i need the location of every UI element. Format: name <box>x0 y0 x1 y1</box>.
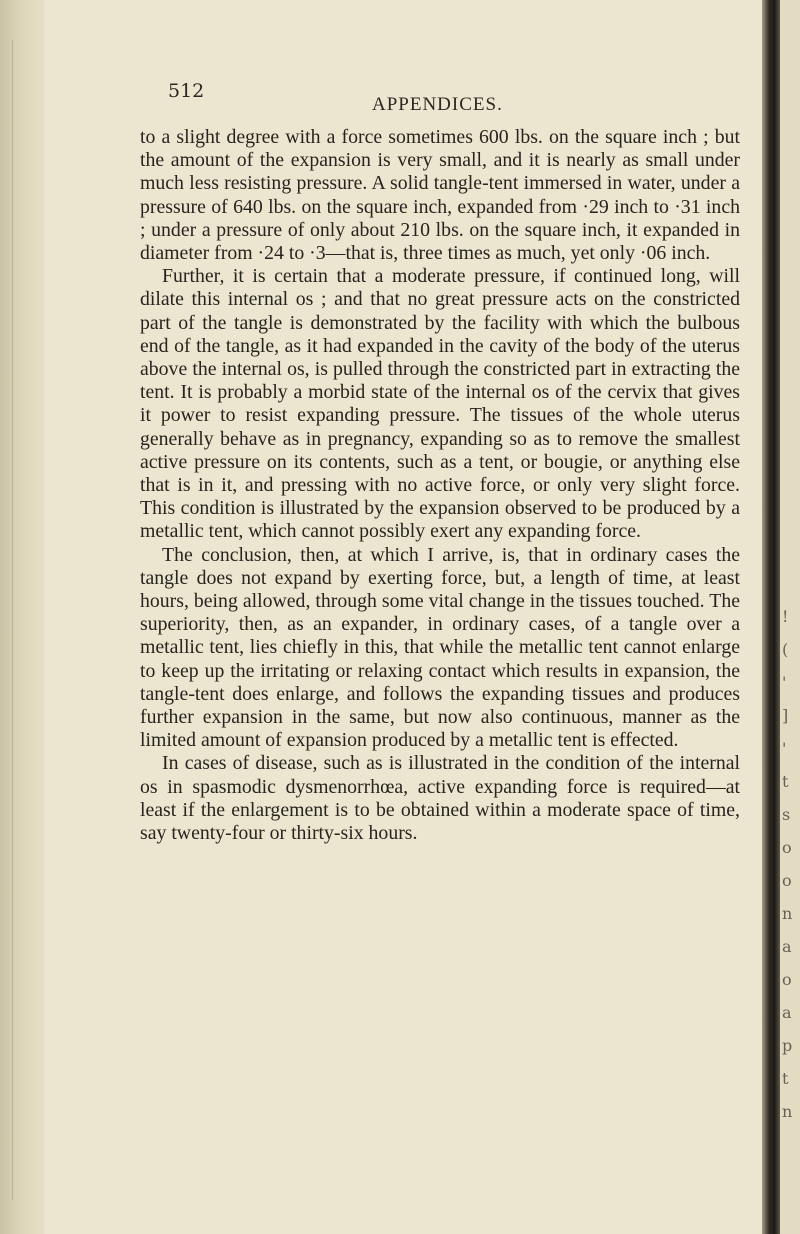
paragraph-continued: to a slight degree with a force sometimes 600 lbs. on the square inch ; but the amount of the expansion is very small, and it is nearly as small under much less resisting pressure. A solid tangle-tent immersed in water, under a pressure of 640 lbs. on the square inch, expanded from ·29 inch to ·31 inch ; under a pressure of only about 210 lbs. on the square inch, it expanded in diameter from ·24 to ·3—that is, three times as much, yet only ·06 inch. <box>140 126 740 265</box>
paragraph: In cases of disease, such as is illustrated in the condition of the internal os in spasmodic dysmenorrhœa, active expanding force is required—at least if the enlargement is to be obtained within a moderate space of time, say twenty-four or thirty-six hours. <box>140 752 740 845</box>
edge-glyph: s <box>782 805 791 824</box>
edge-glyph: t <box>782 772 789 791</box>
edge-glyph: ! <box>782 607 789 626</box>
edge-glyph: a <box>782 1003 792 1022</box>
edge-glyph: ( <box>782 640 789 659</box>
edge-glyph: n <box>782 904 793 923</box>
page-number: 512 <box>168 80 205 102</box>
binding-shadow <box>762 0 780 1234</box>
next-page-edge <box>780 0 800 1234</box>
next-page-glyphs <box>782 600 798 1128</box>
gutter-line <box>12 40 13 1200</box>
edge-glyph: a <box>782 937 792 956</box>
paragraph: Further, it is certain that a moderate pressure, if continued long, will dilate this internal os ; and that no great pressure acts on the constricted part of the tangle is demonstrated by the facility with which the bulbous end of the tangle, as it had expanded in the cavity of the body of the uterus above the internal os, is pulled through the constricted part in extracting the tent. It is probably a morbid state of the internal os of the cervix that gives it power to resist expanding pressure. The tissues of the whole uterus generally behave as in pregnancy, expanding so as to remove the smallest active pressure on its contents, such as a tent, or bougie, or anything else that is in it, and pressing with no active force, or only very slight force. This condition is illustrated by the expansion observed to be produced by a metallic tent, which cannot possibly exert any expanding force. <box>140 265 740 543</box>
left-gutter <box>0 0 44 1234</box>
page-content <box>140 80 740 845</box>
edge-glyph: n <box>782 1102 793 1121</box>
body-text <box>140 126 740 845</box>
edge-glyph: o <box>782 871 792 890</box>
edge-glyph: ' <box>782 739 787 758</box>
edge-glyph: o <box>782 970 792 989</box>
edge-glyph: t <box>782 1069 789 1088</box>
edge-glyph: p <box>782 1036 793 1055</box>
edge-glyph: ] <box>782 706 789 725</box>
running-head: APPENDICES. <box>372 94 503 115</box>
page-header <box>140 80 740 126</box>
paragraph: The conclusion, then, at which I arrive, is, that in ordinary cases the tangle does not expand by exerting force, but, a length of time, at least hours, being allowed, through some vital change in the tissues touched. The superiority, then, as an expander, in ordinary cases, of a tangle over a metallic tent, lies chiefly in this, that while the metallic tent cannot enlarge to keep up the irritating or relaxing contact which results in expansion, the tangle-tent does enlarge, and follows the expanding tissues and produces further expansion in the same, but now also continuous, manner as the limited amount of expansion produced by a metallic tent is effected. <box>140 543 740 752</box>
edge-glyph: ' <box>782 673 787 692</box>
edge-glyph: o <box>782 838 792 857</box>
